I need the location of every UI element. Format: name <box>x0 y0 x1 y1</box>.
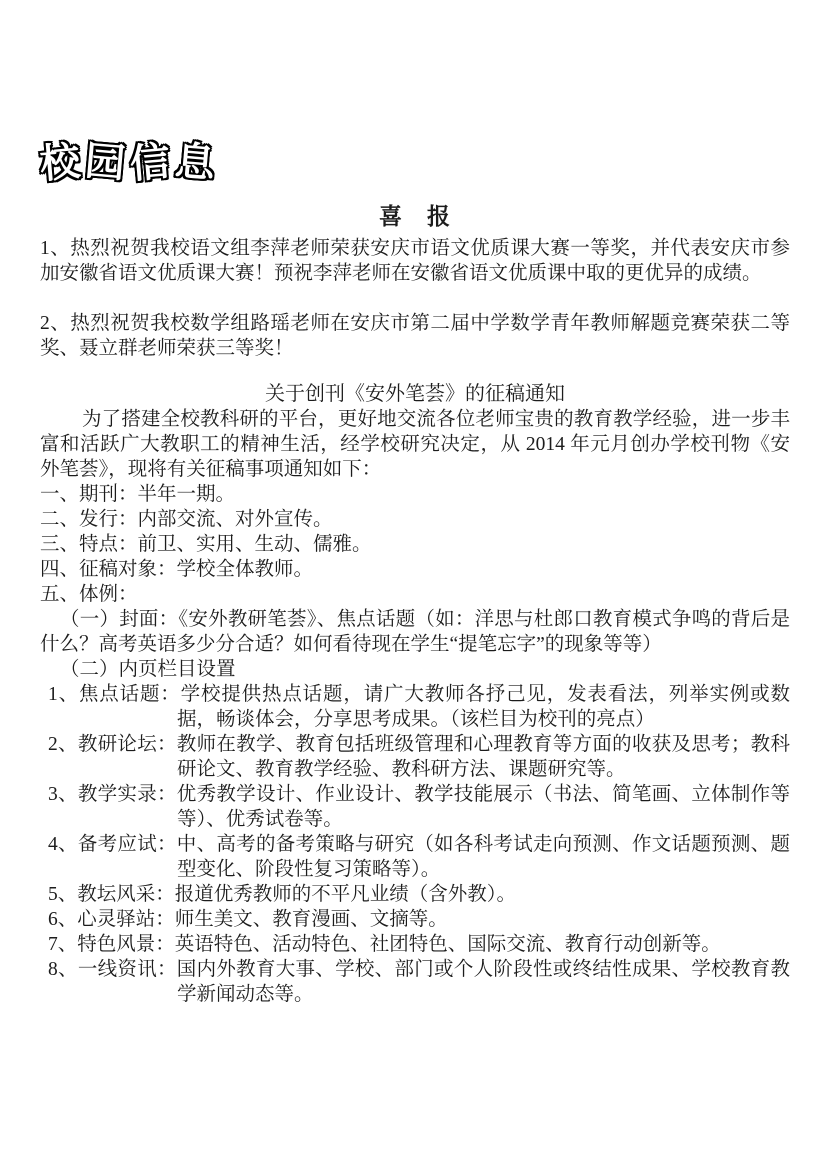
column-text: 教师在教学、教育包括班级管理和心理教育等方面的收获及思考；教科研论文、教育教学经验、教科研方法、课题研究等。 <box>176 734 790 780</box>
column-text: 师生美文、教育漫画、文摘等。 <box>174 909 448 930</box>
column-label: 6、心灵驿站： <box>48 909 175 930</box>
column-item-teaching-record <box>48 782 790 832</box>
column-label: 8、一线资讯： <box>48 959 177 980</box>
column-item-frontline-news <box>48 957 790 1007</box>
bulletin-title: 喜 报 <box>379 204 451 229</box>
column-label: 5、教坛风采： <box>48 884 175 905</box>
campus-info-logo: 校园信息 <box>38 138 222 188</box>
column-text: 中、高考的备考策略与研究（如各科考试走向预测、作文话题预测、题型变化、阶段性复习策略等）。 <box>176 834 790 880</box>
notice-point-list <box>40 482 790 607</box>
column-label: 3、教学实录： <box>48 784 177 805</box>
inner-columns-heading: （二）内页栏目设置 <box>60 659 236 680</box>
column-item-teacher-profiles <box>48 882 790 907</box>
notice-point-issue: 二、发行：内部交流、对外宣传。 <box>40 509 333 530</box>
notice-point-feature: 三、特点：前卫、实用、生动、儒雅。 <box>40 534 372 555</box>
column-label: 7、特色风景： <box>48 934 175 955</box>
column-label: 1、焦点话题： <box>48 684 181 705</box>
bulletin-item-2: 2、热烈祝贺我校数学组路瑶老师在安庆市第二届中学数学青年教师解题竞赛荣获二等奖、聂立群老师荣获三等奖！ <box>40 313 790 359</box>
column-item-special-scenery <box>48 932 790 957</box>
column-item-hot-topics <box>48 682 790 732</box>
column-text: 国内外教育大事、学校、部门或个人阶段性或终结性成果、学校教育教学新闻动态等。 <box>176 959 790 1005</box>
notice-point-style: 五、体例： <box>40 584 138 605</box>
notice-point-journal: 一、期刊：半年一期。 <box>40 484 236 505</box>
notice-intro: 为了搭建全校教科研的平台，更好地交流各位老师宝贵的教育教学经验，进一步丰富和活跃广大教职工的精神生活，经学校研究决定，从 2014 年元月创办学校刊物《安外笔荟》，现将有关征稿事项通知如下： <box>40 409 790 480</box>
notice-point-audience: 四、征稿对象：学校全体教师。 <box>40 559 314 580</box>
column-text: 英语特色、活动特色、社团特色、国际交流、教育行动创新等。 <box>174 934 721 955</box>
notice-title: 关于创刊《安外笔荟》的征稿通知 <box>265 383 565 405</box>
bulletin-item-1: 1、热烈祝贺我校语文组李萍老师荣获安庆市语文优质课大赛一等奖，并代表安庆市参加安徽省语文优质课大赛！预祝李萍老师在安徽省语文优质课中取的更优异的成绩。 <box>40 238 790 284</box>
column-text: 学校提供热点话题，请广大教师各抒己见，发表看法，列举实例或数据，畅谈体会，分享思考成果。（该栏目为校刊的亮点） <box>177 684 790 730</box>
column-label: 4、备考应试： <box>48 834 177 855</box>
column-item-soul-station <box>48 907 790 932</box>
column-text: 报道优秀教师的不平凡业绩（含外教）。 <box>174 884 517 905</box>
style-cover-spec: （一）封面：《安外教研笔荟》、焦点话题（如：洋思与杜郎口教育模式争鸣的背后是什么？高考英语多少分合适？如何看待现在学生“提笔忘字”的现象等等） <box>40 609 790 655</box>
column-item-exam-prep <box>48 832 790 882</box>
column-label: 2、教研论坛： <box>48 734 177 755</box>
column-text: 优秀教学设计、作业设计、教学技能展示（书法、简笔画、立体制作等等）、优秀试卷等。 <box>176 784 790 830</box>
column-list <box>48 682 790 1007</box>
column-item-research-forum <box>48 732 790 782</box>
